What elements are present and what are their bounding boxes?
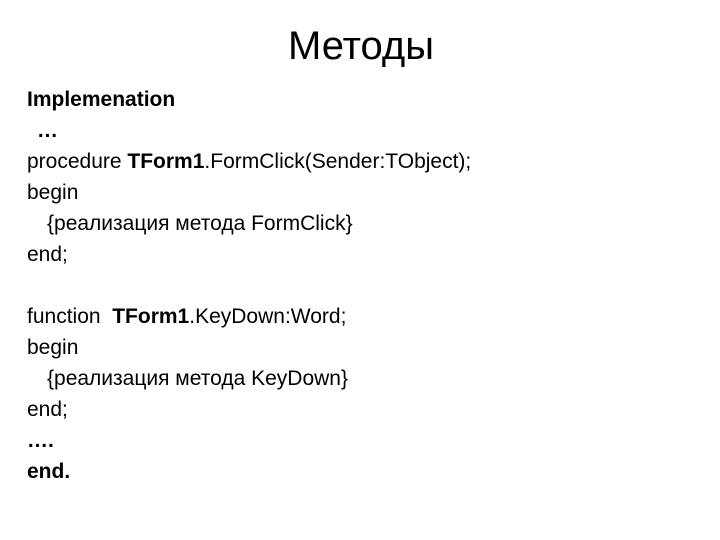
ellipsis-top: … [37,119,58,142]
procedure-declaration [27,146,707,177]
code-block [27,84,707,487]
begin-keyword-1: begin [27,181,79,204]
function-declaration [27,301,707,332]
slide-title: Методы [287,24,434,68]
implementation-keyword: Implemenation [27,88,176,111]
function-class-name: TForm1 [112,305,190,328]
end-keyword-2: end; [27,398,68,421]
procedure-keyword: procedure [27,150,128,173]
end-keyword-1: end; [27,243,68,266]
comment-keydown: {реализация метода KeyDown} [47,367,348,390]
function-keyword: function [27,305,113,328]
ellipsis-bottom: …. [27,429,54,452]
comment-formclick: {реализация метода FormClick} [47,212,353,235]
begin-keyword-2: begin [27,336,79,359]
end-final-keyword: end. [27,460,71,483]
procedure-signature: .FormClick(Sender:TObject); [204,150,472,173]
function-signature: .KeyDown:Word; [189,305,347,328]
procedure-class-name: TForm1 [127,150,205,173]
blank-line [27,270,707,301]
